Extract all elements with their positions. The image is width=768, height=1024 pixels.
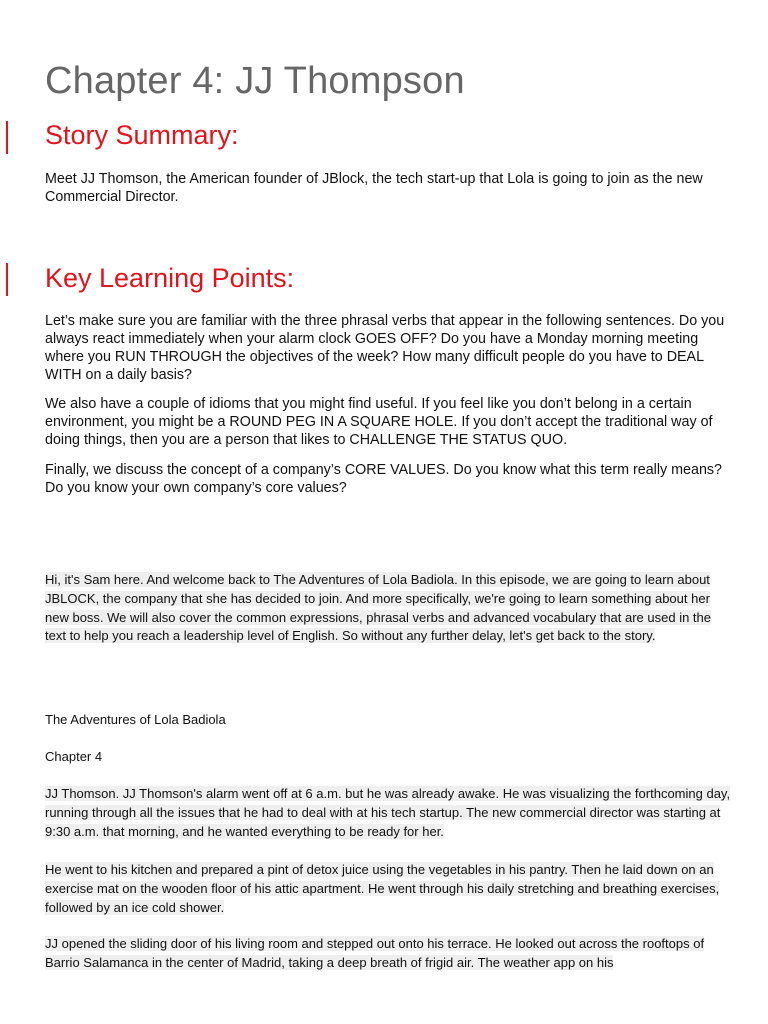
learning-marker: [6, 263, 8, 296]
summary-marker: [6, 121, 8, 154]
story-paragraph-1: [45, 785, 735, 841]
story-paragraph-3: [45, 935, 735, 973]
chapter-title: Chapter 4: JJ Thompson: [45, 60, 465, 102]
story-title: The Adventures of Lola Badiola: [45, 712, 226, 727]
transcript-intro: [45, 571, 735, 646]
story-paragraph-2: [45, 861, 735, 917]
summary-text: Meet JJ Thomson, the American founder of JBlock, the tech start-up that Lola is going to join as the new Commercial Director.: [45, 171, 703, 205]
learning-paragraph-1: Let’s make sure you are familiar with the three phrasal verbs that appear in the following sentences. Do you always react immediately when your alarm clock GOES OFF? Do you have a Monday morning meeting where you RUN THROUGH the objectives of the week? How many difficult people do you have to DEAL WITH on a daily basis?: [45, 313, 725, 383]
transcript-intro-text: Hi, it's Sam here. And welcome back to The Adventures of Lola Badiola. In this episode, we are going to learn about JBLOCK, the company that she has decided to join. And more specifically, we're going to learn something about her new boss. We will also cover the common expressions, phrasal verbs and advanced vocabulary that are used in the text to help you reach a leadership level of English. So without any further delay, let's get back to the story.: [45, 572, 712, 644]
story-paragraph-3-text: JJ opened the sliding door of his living room and stepped out onto his terrace. He looked out across the rooftops of Barrio Salamanca in the center of Madrid, taking a deep breath of frigid air. The weather app on his: [45, 936, 705, 970]
learning-paragraph-3: Finally, we discuss the concept of a company’s CORE VALUES. Do you know what this term really means? Do you know your own company’s core values?: [45, 462, 723, 496]
chapter-label: Chapter 4: [45, 749, 103, 764]
story-paragraph-1-text: JJ Thomson. JJ Thomson's alarm went off at 6 a.m. but he was already awake. He was visualizing the forthcoming day, running through all the issues that he had to deal with at his tech startup. The new commercial director was starting at 9:30 a.m. that morning, and he wanted everything to be ready for her.: [45, 786, 731, 839]
story-paragraph-2-text: He went to his kitchen and prepared a pint of detox juice using the vegetables in his pantry. Then he laid down on an exercise mat on the wooden floor of his attic apartment. He went through his daily stretching and breathing exercises, followed by an ice cold shower.: [45, 862, 720, 915]
learning-heading: Key Learning Points:: [45, 263, 295, 293]
learning-paragraph-2: We also have a couple of idioms that you might find useful. If you feel like you don’t belong in a certain environment, you might be a ROUND PEG IN A SQUARE HOLE. If you don’t accept the traditional way of doing things, then you are a person that likes to CHALLENGE THE STATUS QUO.: [45, 396, 713, 448]
summary-heading: Story Summary:: [45, 120, 239, 150]
